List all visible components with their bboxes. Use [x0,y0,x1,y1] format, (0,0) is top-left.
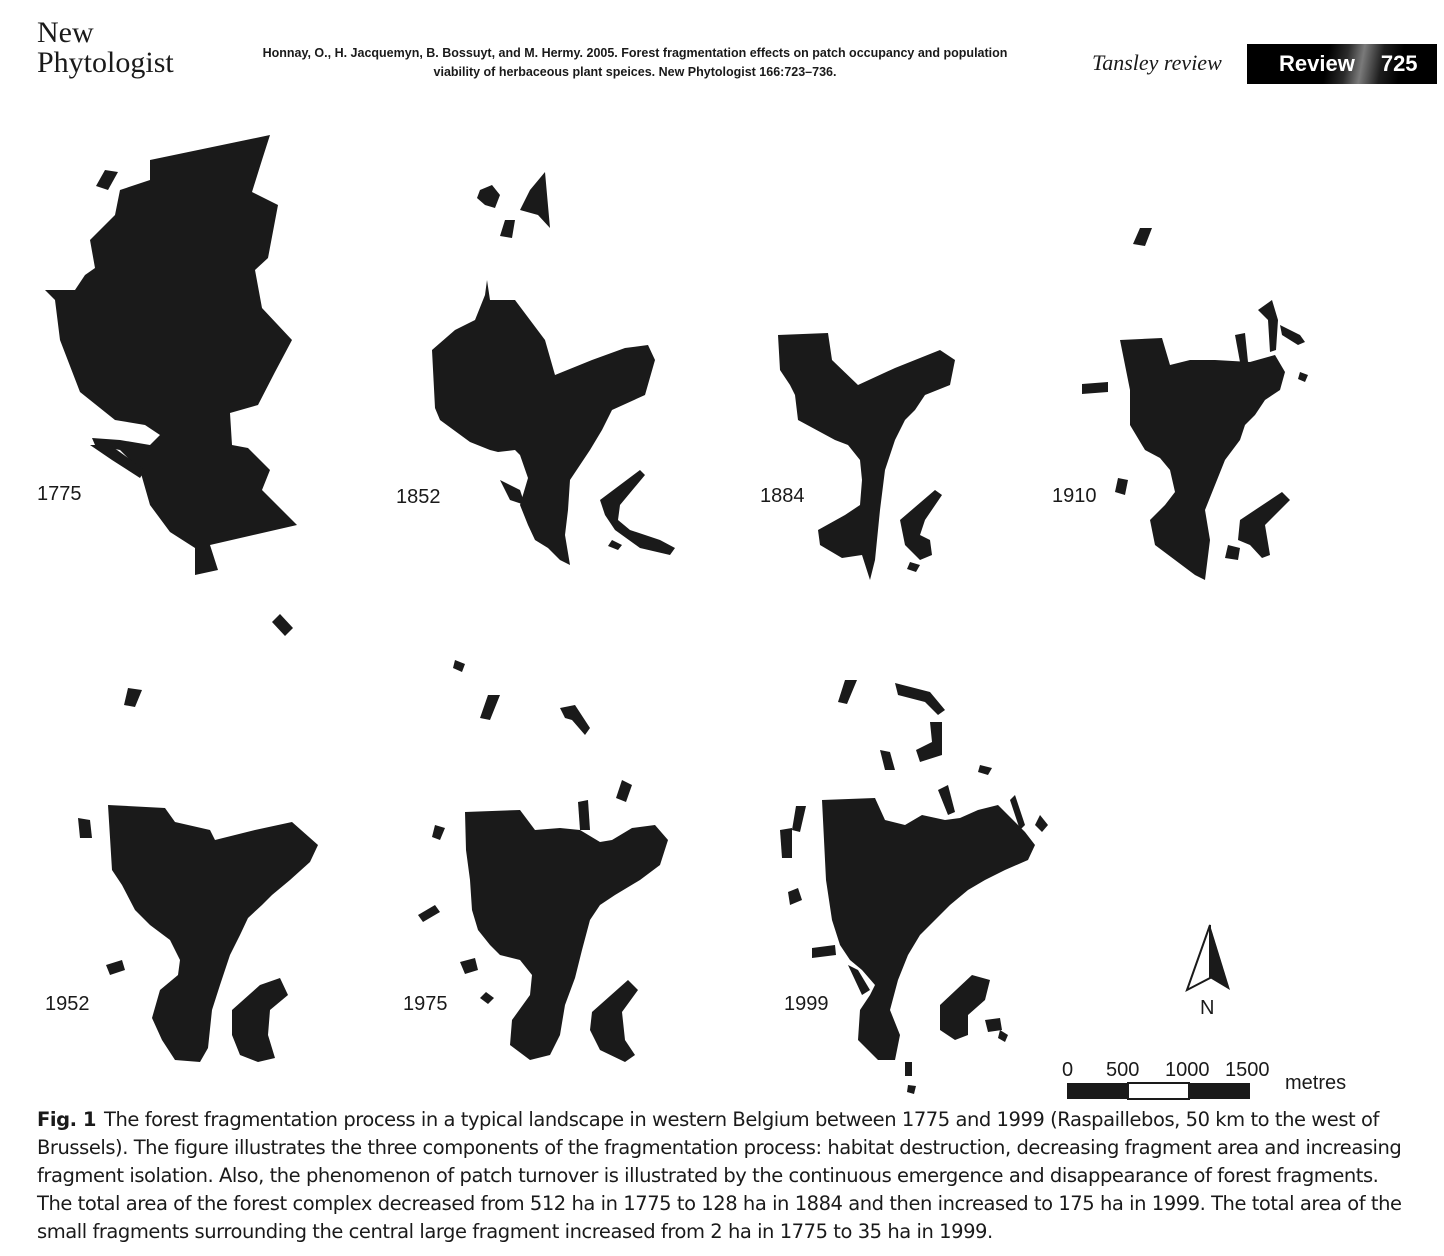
map-1910 [1082,228,1308,580]
forest-patch-small [432,825,445,840]
forest-patch-small [780,828,792,858]
forest-patch-small [578,800,590,830]
forest-patch-small [938,785,955,815]
map-1952 [78,688,318,1062]
map-1999 [780,680,1048,1094]
citation-line1: Honnay, O., H. Jacquemyn, B. Bossuyt, and M. Hermy. 2005. Forest fragmentation effects on patch occupancy and population [262,46,1008,60]
section-label: Review [1279,51,1355,76]
forest-patch-small [500,220,515,238]
forest-patch-small [460,958,478,974]
forest-patch-small [616,780,632,802]
forest-patch-small [812,945,836,958]
year-label-1975: 1975 [403,993,448,1015]
forest-patch-small [106,960,125,975]
caption-label: Fig. 1 [37,1108,97,1131]
forest-patch-small [940,975,990,1040]
year-label-1775: 1775 [37,483,82,505]
map-1775 [45,135,297,636]
forest-patch-small [880,750,895,770]
forest-patch-small [907,562,920,572]
citation-line2: viability of herbaceous plant speices. New Phytologist 166:723–736. [433,65,837,79]
page-number: 725 [1380,51,1418,76]
forest-patch-main [465,810,668,1060]
forest-patch-small [1238,492,1290,558]
journal-logo-line1: New [37,16,94,49]
forest-patch-small [1298,372,1308,382]
forest-patch-small [1133,228,1152,246]
forest-patch-main [45,135,297,575]
map-1884 [778,333,955,580]
forest-patch-small [895,683,945,715]
north-arrow-icon [1187,925,1230,990]
forest-patch-small [905,1062,912,1076]
forest-patch-main [822,798,1035,1060]
forest-patch-small [480,695,500,720]
forest-patch-main [108,805,318,1062]
forest-patch-small [560,705,590,735]
forest-patch-small [453,660,465,672]
forest-patch-small [792,806,806,832]
forest-patch-main [432,280,655,565]
forest-patch-small [78,818,92,838]
forest-patch-small [590,980,638,1062]
scale-bar [1067,1083,1250,1099]
map-1975 [418,660,668,1100]
scale-tick-1500: 1500 [1225,1059,1270,1081]
forest-patch-small [788,888,802,905]
forest-patch-small [985,1018,1002,1032]
year-label-1999: 1999 [784,993,829,1015]
year-label-1952: 1952 [45,993,90,1015]
forest-patch-small [1258,300,1278,352]
forest-patch-small [907,1085,916,1094]
series-title: Tansley review [1092,50,1222,75]
scale-unit: metres [1285,1072,1347,1094]
forest-patch-small [124,688,142,707]
forest-patch-small [232,978,288,1062]
forest-patch-small [480,992,494,1004]
year-label-1852: 1852 [396,486,441,508]
forest-patch-small [978,765,992,775]
year-label-1910: 1910 [1052,485,1097,507]
north-label: N [1200,997,1215,1019]
forest-patch-small [1280,325,1305,345]
figure-caption [37,1106,1417,1246]
forest-patch-small [608,540,622,550]
forest-patch-small [998,1030,1008,1042]
journal-logo-line2: Phytologist [37,46,174,79]
forest-patch-small [838,680,857,704]
forest-patch-small [96,170,118,190]
year-label-1884: 1884 [760,485,805,507]
forest-patch-small [477,185,500,208]
forest-patch-small [1035,815,1048,832]
forest-patch-small [1082,382,1108,394]
scale-tick-1000: 1000 [1165,1059,1210,1081]
forest-patch-small [418,905,440,922]
forest-patch-small [500,480,525,505]
scale-tick-500: 500 [1106,1059,1140,1081]
forest-patch-small [272,614,293,636]
forest-patch-small [1115,478,1128,495]
forest-patch-small [916,722,942,762]
forest-patch-small [1225,545,1240,560]
forest-patch-small [1235,333,1248,362]
forest-patch-small [520,172,550,228]
map-1852 [432,172,675,565]
scale-tick-0: 0 [1062,1059,1074,1081]
caption-text: The forest fragmentation process in a typical landscape in western Belgium between 1775 and 1999 (Raspaillebos, 50 km to the west of Brussels). The figure illustrates the three components of the fragmentation process: habitat destruction, decreasing fragment area and increasing fragment isolation. Also, the phenomenon of patch turnover is illustrated by the continuous emergence and disappearance of forest fragments. The total area of the forest complex decreased from 512 ha in 1775 to 128 ha in 1884 and then increased to 175 ha in 1999. The total area of the small fragments surrounding the central large fragment increased from 2 ha in 1775 to 35 ha in 1999. [37,1108,1402,1243]
forest-patch-small [900,490,942,560]
